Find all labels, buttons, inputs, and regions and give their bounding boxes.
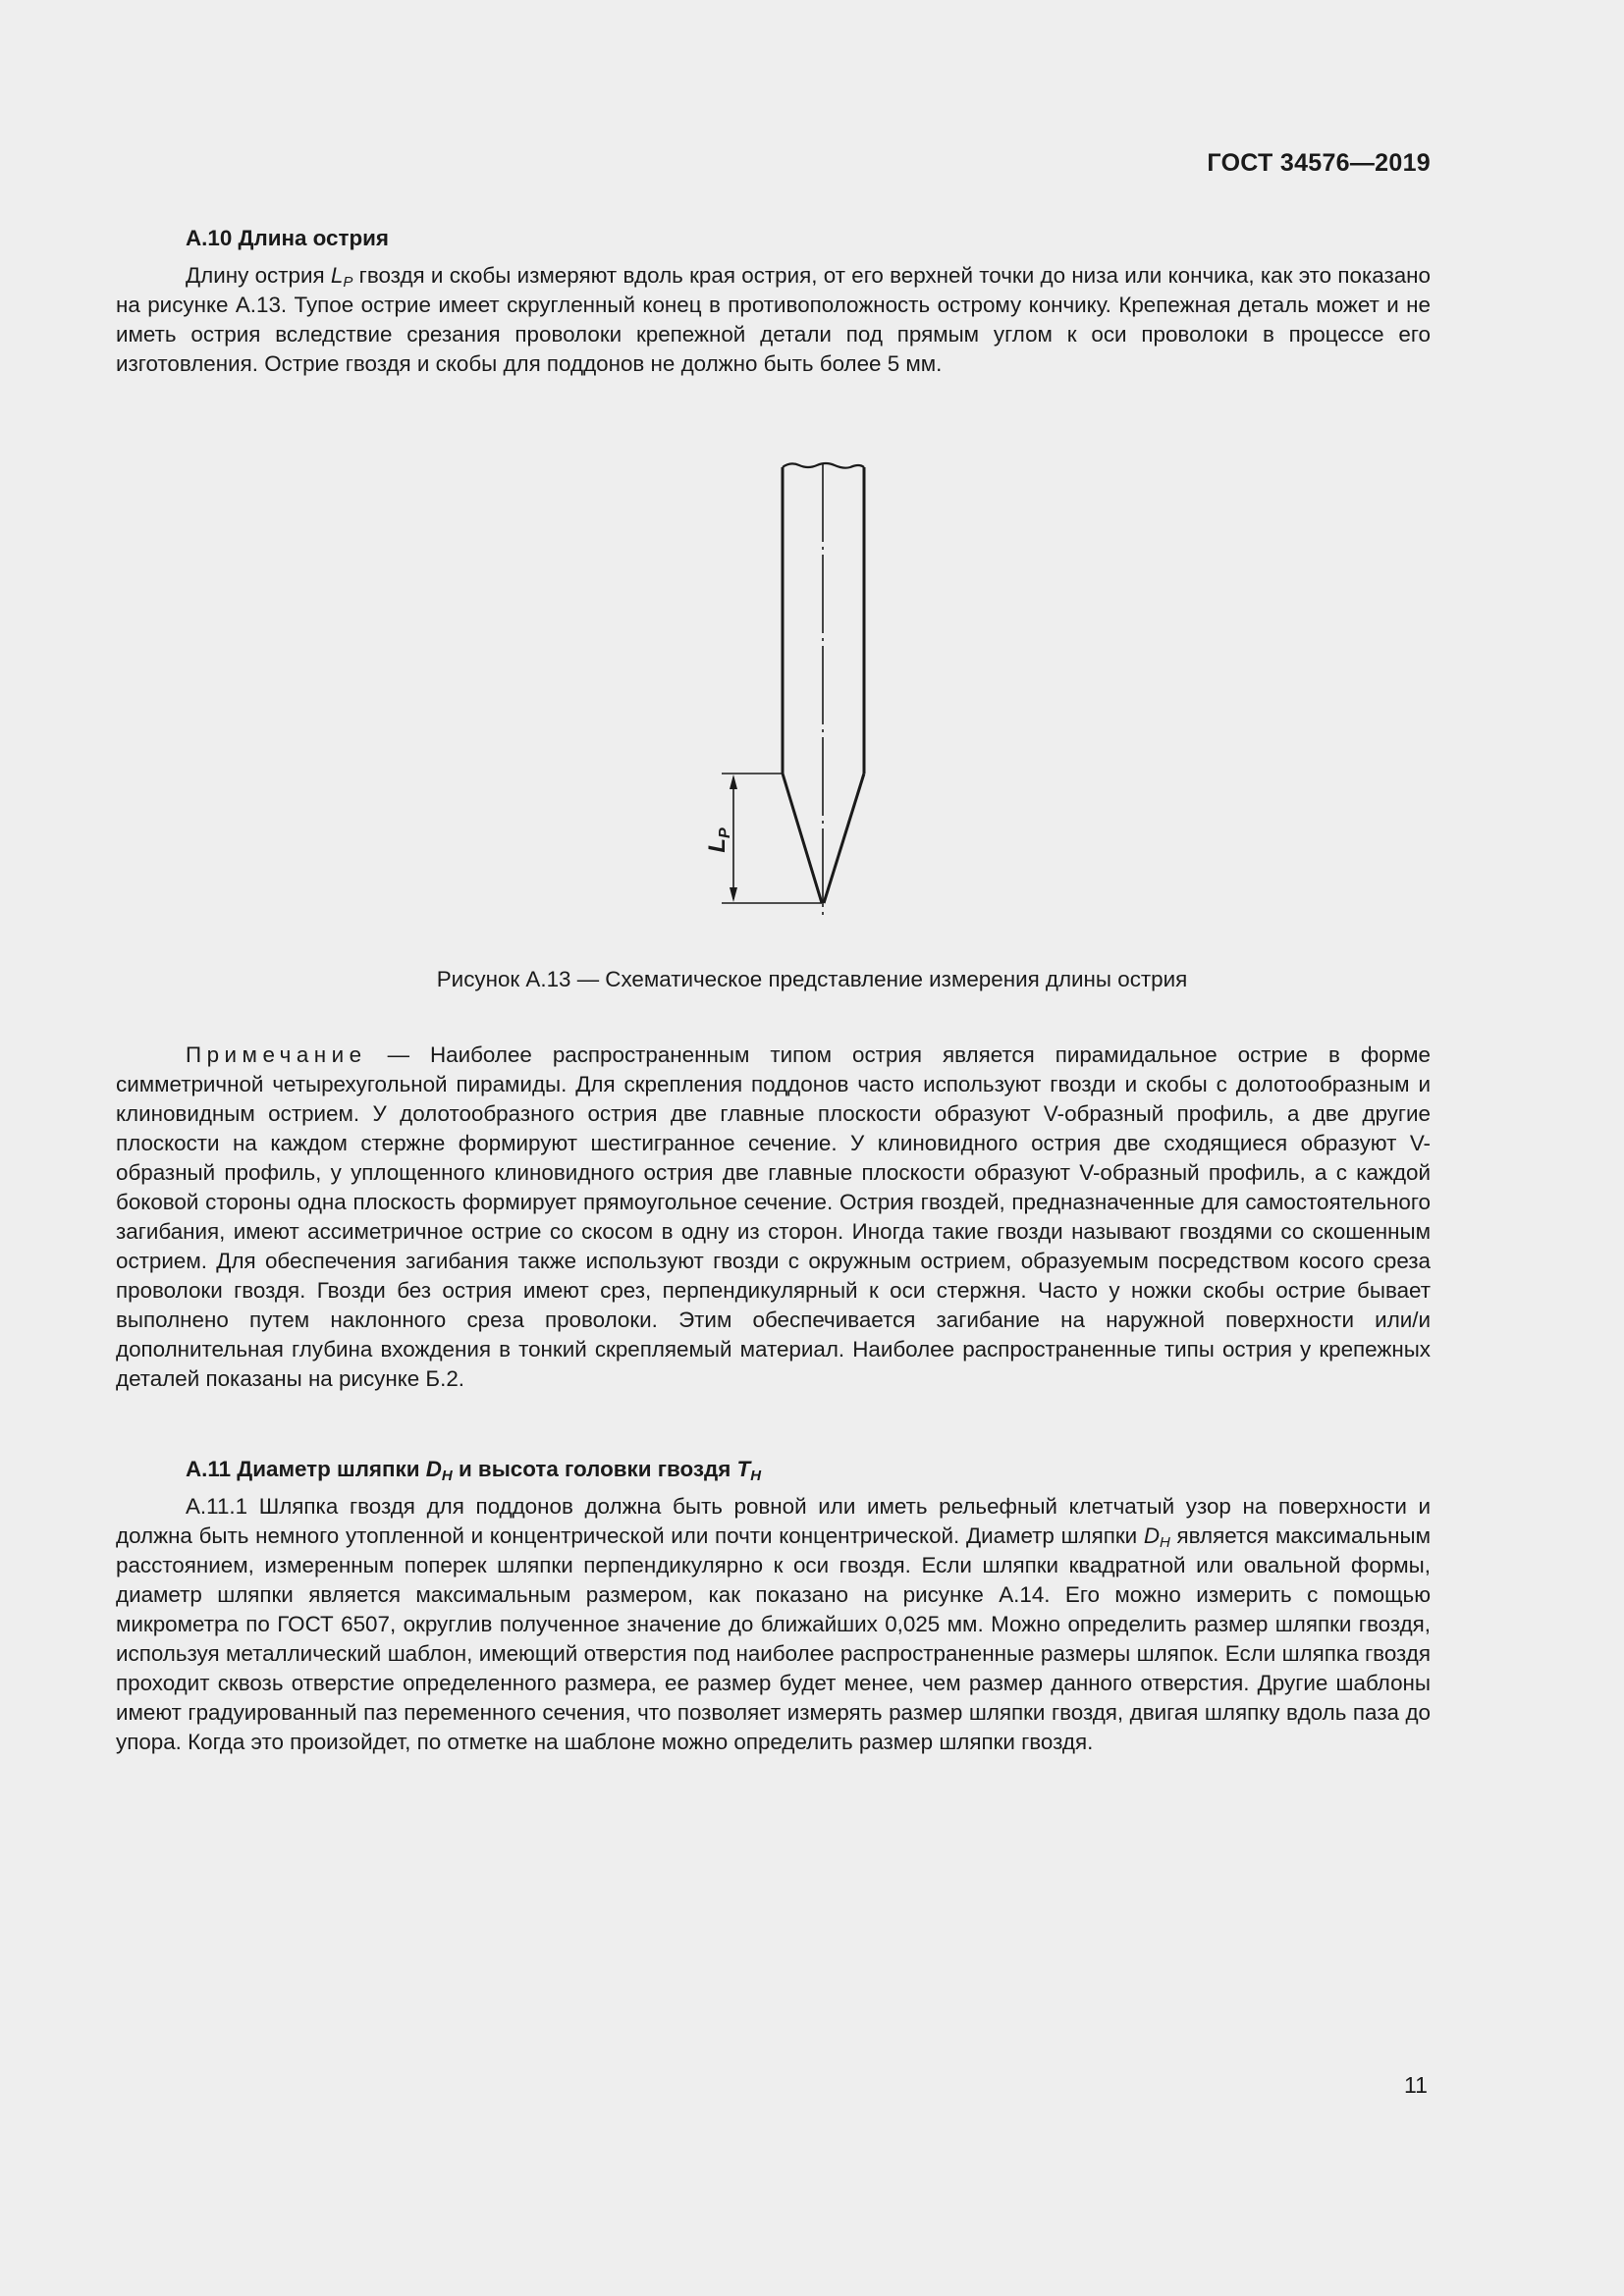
note-label: Примечание bbox=[186, 1042, 367, 1067]
section-a11-paragraph: А.11.1 Шляпка гвоздя для поддонов должна быть ровной или иметь рельефный клетчатый узор на поверхности и должна быть немного утопленной и концентрической или почти концентрической. Диаметр шляпки $D_H$ является максимальным расстоянием, измеренным поперек шляпки перпендикулярно к оси гвоздя. Если шляпки квадратной или овальной формы, диаметр шляпки является максимальным размером, как показано на рисунке А.14. Его можно измерить с помощью микрометра по ГОСТ 6507, округлив полученное значение до ближайших 0,025 мм. Можно определить размер шляпки гвоздя, используя металлический шаблон, имеющий отверстия под наиболее распространенные размеры шляпок. Если шляпка гвоздя проходит сквозь отверстие определенного размера, ее размер будет менее, чем размер данного отверстия. Другие шаблоны имеют градуированный паз переменного сечения, что позволяет измерять размер шляпки гвоздя, двигая шляпку вдоль паза до упора. Когда это произойдет, по отметке на шаблоне можно определить размер шляпки гвоздя. bbox=[116, 1494, 1431, 1754]
note bbox=[116, 1041, 1431, 1394]
section-a11-heading: А.11 Диаметр шляпки $D_H$ и высота головки гвоздя $T_H$ bbox=[186, 1457, 762, 1484]
figure-caption: Рисунок А.13 — Схематическое представление измерения длины острия bbox=[436, 967, 1188, 991]
section-a11 bbox=[116, 1455, 1431, 1757]
dimension-arrow-bottom bbox=[730, 887, 737, 902]
point-left-edge bbox=[783, 774, 822, 903]
var-lp: $L_P$ bbox=[330, 263, 353, 291]
dimension-arrow-top bbox=[730, 774, 737, 789]
section-a10 bbox=[116, 224, 1431, 379]
section-a10-heading: А.10 Длина острия bbox=[186, 226, 389, 250]
note-paragraph: Примечание — Наиболее распространенным типом острия является пирамидальное острие в форме симметричной четырехугольной пирамиды. Для скрепления поддонов часто используют гвозди и скобы с долотообразным и клиновидным острием. У долотообразного острия две главные плоскости образуют V-образный профиль, а две другие плоскости на каждом стержне формируют шестигранное сечение. У клиновидного острия две сходящиеся образуют V-образный профиль, у уплощенного клиновидного острия две главные плоскости образуют V-образный профиль, а с каждой боковой стороны одна плоскость формирует прямоугольное сечение. Острия гвоздей, предназначенные для самостоятельного загибания, имеют ассиметричное острие со скосом в одну из сторон. Иногда такие гвозди называют гвоздями со скошенным острием. Для обеспечения загибания также используют гвозди с окружным острием, образуемым посредством косого среза проволоки гвоздя. Гвозди без острия имеют срез, перпендикулярный к оси стержня. Часто у ножки скобы острие бывает выполнено путем наклонного среза проволоки. Этим обеспечивается загибание на наружной поверхности или/и дополнительная глубина вхождения в тонкий скрепляемый материал. Наиболее распространенные типы острия у крепежных деталей показаны на рисунке Б.2. bbox=[116, 1042, 1431, 1391]
page-number: 11 bbox=[1404, 2072, 1428, 2098]
point-right-edge bbox=[824, 774, 864, 903]
section-a10-paragraph: Длину острия $L_P$ гвоздя и скобы измеряют вдоль края острия, от его верхней точки до низа или кончика, как это показано на рисунке А.13. Тупое острие имеет скругленный конец в противоположность острому кончику. Крепежная деталь может и не иметь острия вследствие срезания проволоки крепежной детали под прямым углом к оси проволоки в процессе его изготовления. Острие гвоздя и скобы для поддонов не должно быть более 5 мм. bbox=[116, 263, 1432, 376]
document-id: ГОСТ 34576—2019 bbox=[1207, 149, 1431, 177]
nail-point-diagram bbox=[687, 457, 884, 929]
var-dh: $D_H$ bbox=[1143, 1523, 1170, 1551]
dimension-label: $L_P$ bbox=[704, 828, 733, 853]
